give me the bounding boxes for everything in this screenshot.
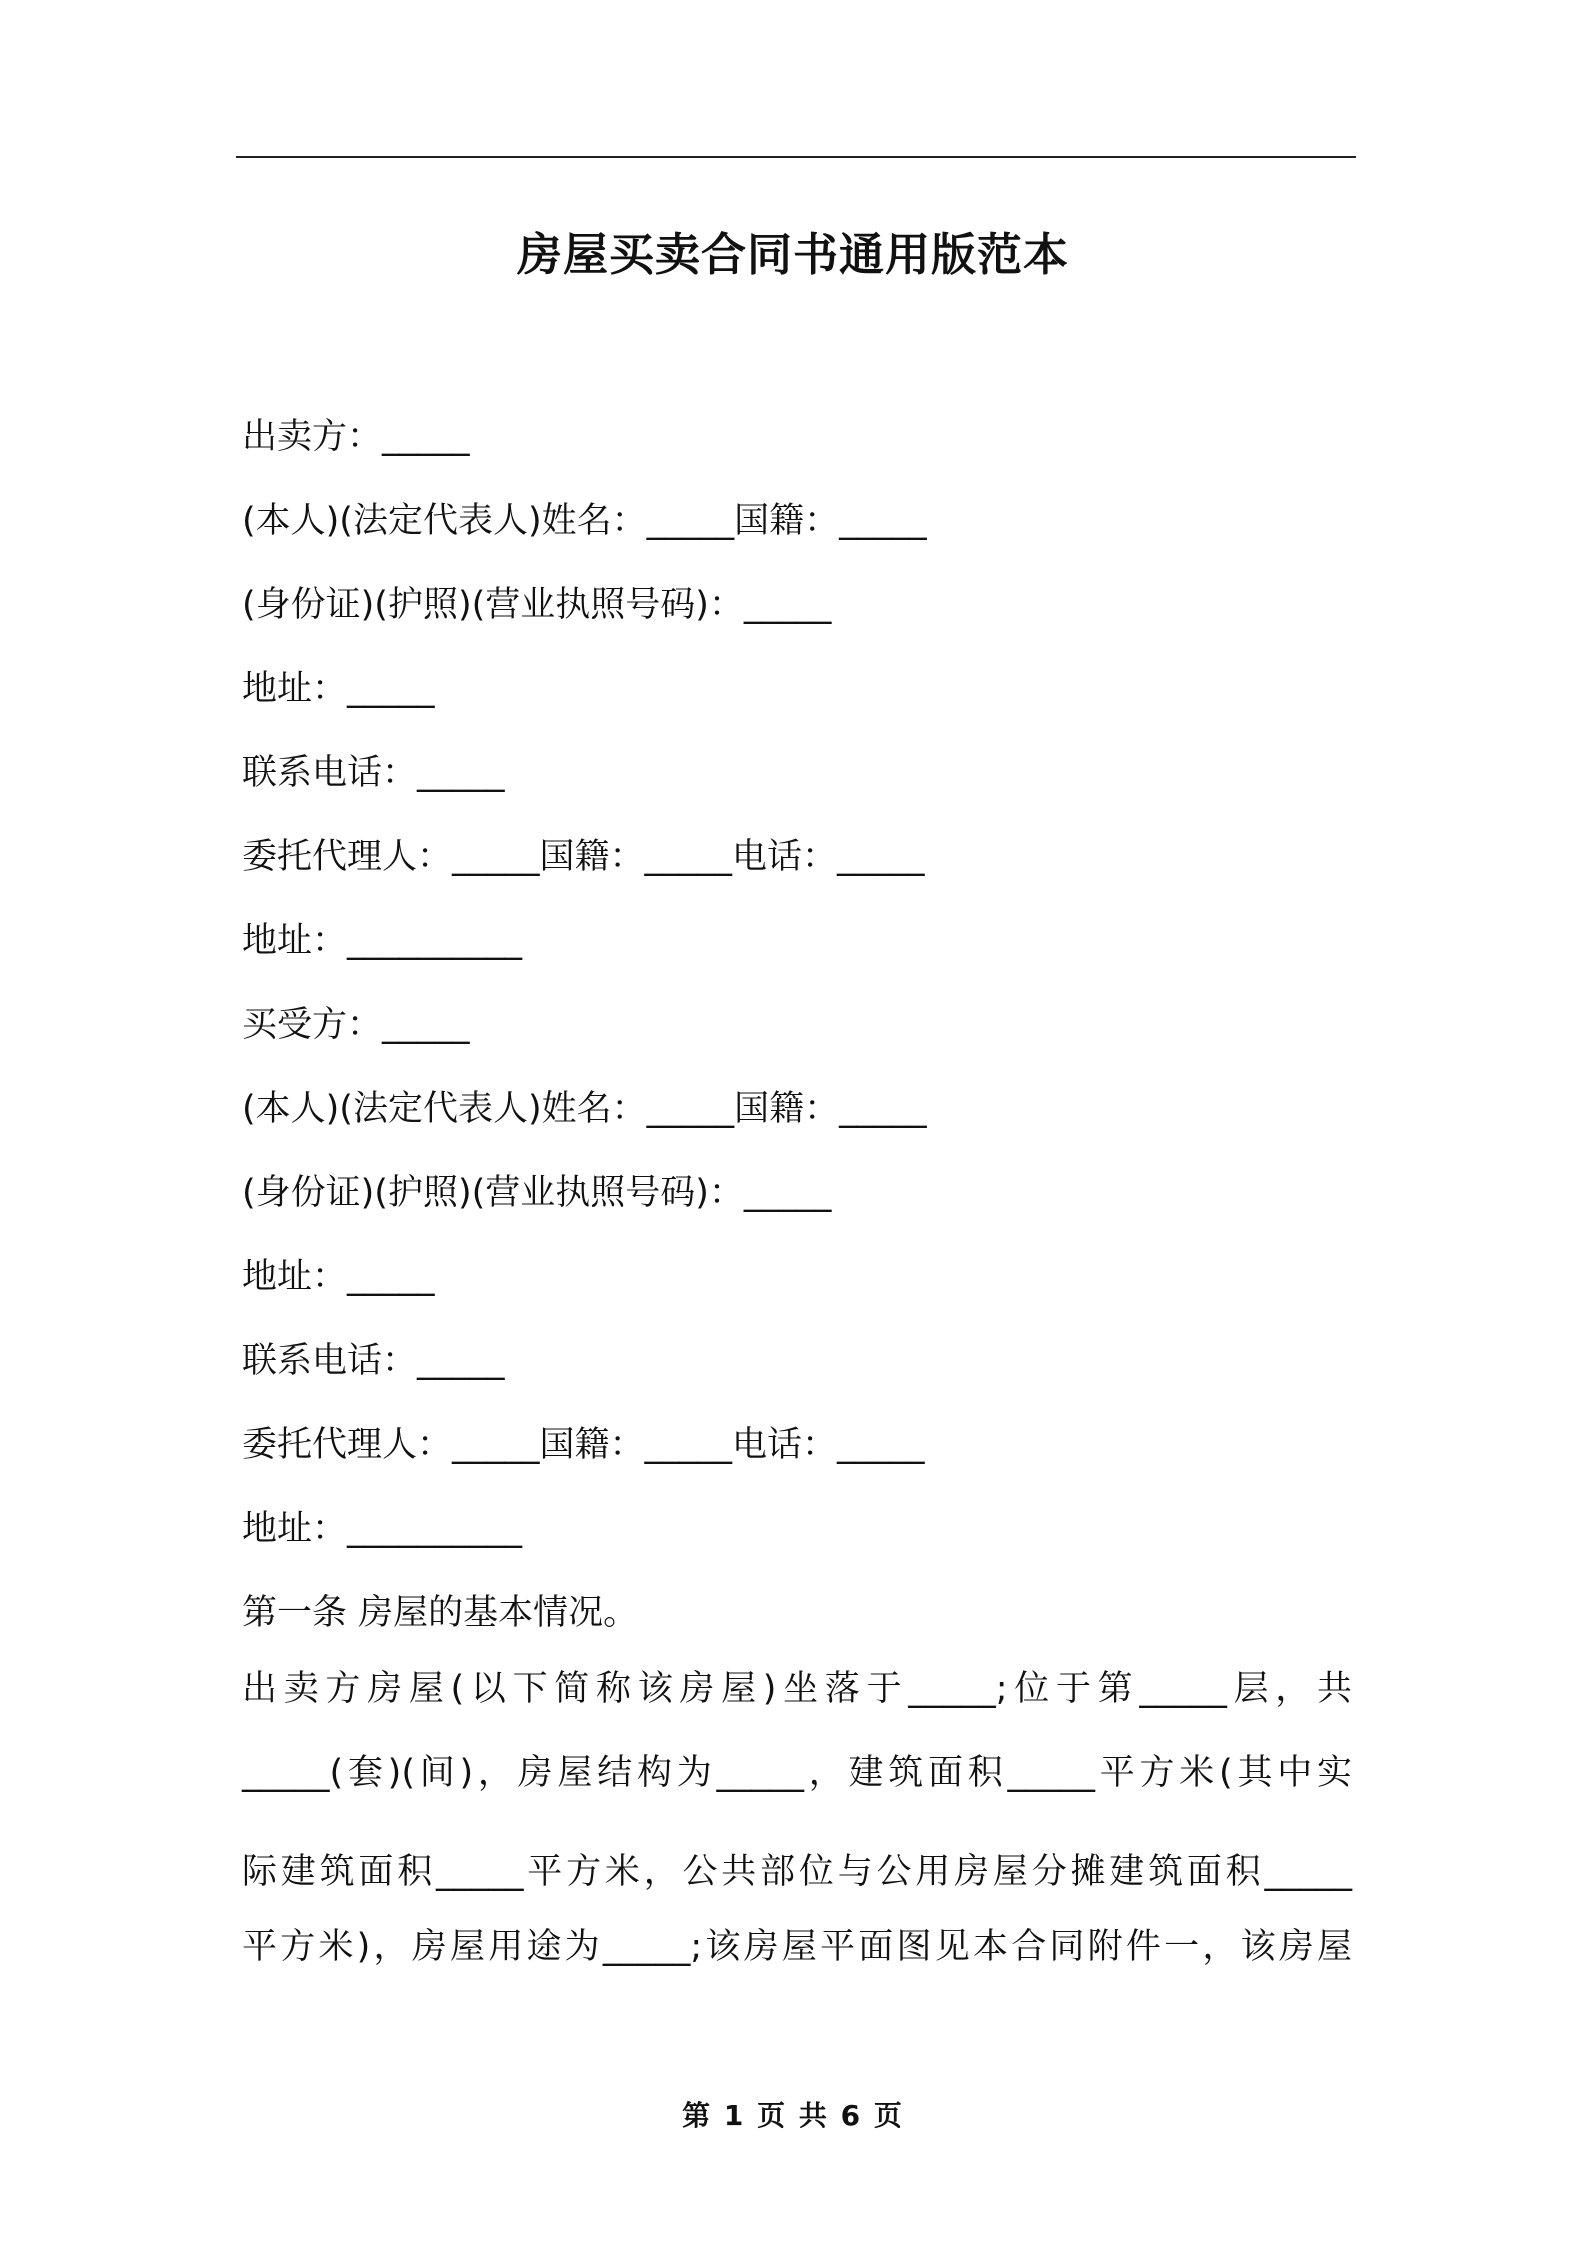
seller-id-line: (身份证)(护照)(营业执照号码)：_____ [242,585,832,625]
seller-agent-line: 委托代理人：_____国籍：_____电话：_____ [242,837,925,877]
paragraph-line: 出卖方房屋(以下简称该房屋)坐落于_____;位于第_____层，共 [242,1669,1352,1709]
buyer-agent-line: 委托代理人：_____国籍：_____电话：_____ [242,1425,925,1465]
buyer-label-line: 买受方：_____ [242,1005,470,1045]
party-info-section [242,412,1352,1672]
buyer-id-line: (身份证)(护照)(营业执照号码)：_____ [242,1173,832,1213]
document-title: 房屋买卖合同书通用版范本 [516,228,1069,281]
seller-label-line: 出卖方：_____ [242,417,470,457]
header-rule [236,156,1356,158]
paragraph-line: _____(套)(间)，房屋结构为_____，建筑面积_____平方米(其中实 [242,1753,1352,1793]
seller-agent-address-line: 地址：__________ [242,921,523,961]
buyer-address-line: 地址：_____ [242,1257,435,1297]
buyer-phone-line: 联系电话：_____ [242,1341,505,1381]
article-one-paragraph [242,1664,1352,1982]
article-one-heading: 第一条 房屋的基本情况。 [242,1593,639,1633]
paragraph-line: 平方米)，房屋用途为_____;该房屋平面图见本合同附件一，该房屋 [242,1927,1352,1967]
buyer-agent-address-line: 地址：__________ [242,1509,523,1549]
seller-address-line: 地址：_____ [242,669,435,709]
paragraph-line: 际建筑面积_____平方米，公共部位与公用房屋分摊建筑面积_____ [242,1852,1352,1892]
seller-phone-line: 联系电话：_____ [242,753,505,793]
buyer-name-nationality-line: (本人)(法定代表人)姓名：_____国籍：_____ [242,1089,927,1129]
page-number-footer: 第 1 页 共 6 页 [682,2099,904,2132]
seller-name-nationality-line: (本人)(法定代表人)姓名：_____国籍：_____ [242,501,927,541]
